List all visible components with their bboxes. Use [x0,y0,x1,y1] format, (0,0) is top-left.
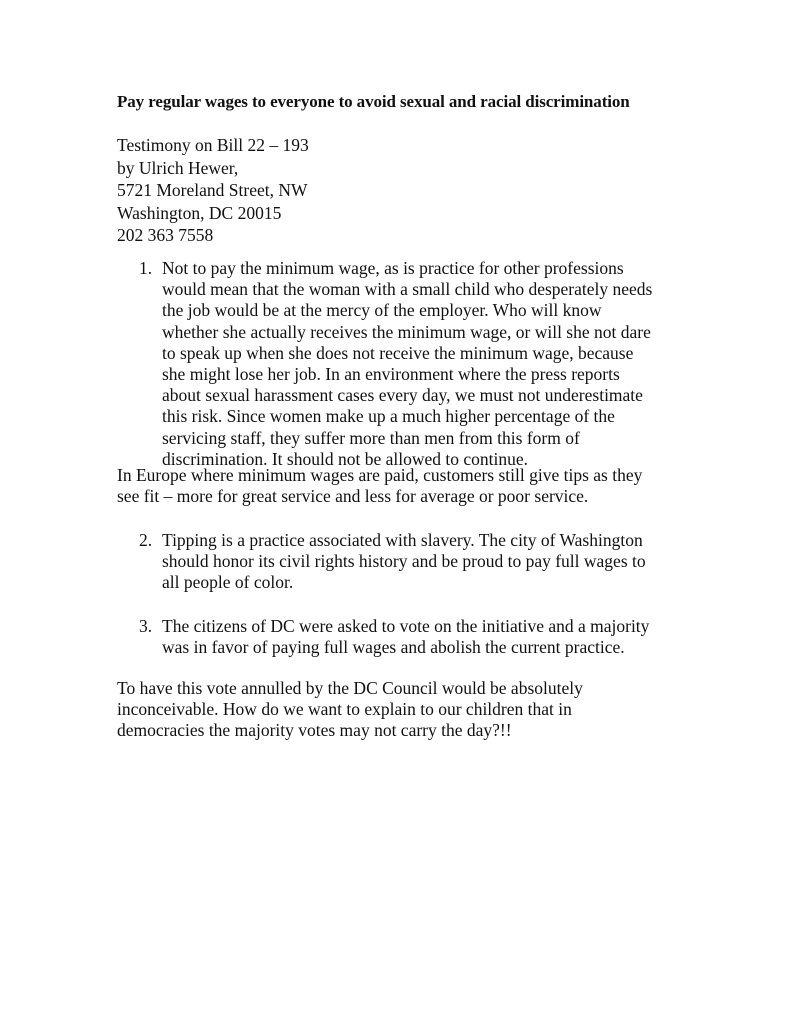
item-text-line: whether she actually receives the minimum wage, or will she not dare [162,321,651,342]
item-text-line: discrimination. It should not be allowed to continue. [162,448,528,469]
author-city-line: Washington, DC 20015 [117,202,282,223]
item-text-line: Tipping is a practice associated with slavery. The city of Washington [162,530,643,550]
item-text-line: all people of color. [162,572,294,593]
item-text-line: about sexual harassment cases every day, we must not underestimate [162,385,643,406]
item-number: 2. [139,530,153,550]
paragraph-line: democracies the majority votes may not carry the day?!! [117,720,512,741]
paragraph-line: see fit – more for great service and less for average or poor service. [117,486,589,507]
item-text-line: would mean that the woman with a small child who desperately needs [162,279,653,300]
author-name-line: by Ulrich Hewer, [117,157,239,178]
item-text-line: The citizens of DC were asked to vote on the initiative and a majority [162,616,650,636]
paragraph-line: To have this vote annulled by the DC Council would be absolutely [117,678,583,698]
item-number: 1. [139,258,153,278]
document-title: Pay regular wages to everyone to avoid sexual and racial discrimination [117,92,630,111]
item-text-line: to speak up when she does not receive the minimum wage, because [162,342,634,363]
item-text-line: Not to pay the minimum wage, as is practice for other professions [162,258,624,278]
item-text [162,530,646,594]
item-text-line: this risk. Since women make up a much higher percentage of the [162,406,615,427]
paragraph-line: In Europe where minimum wages are paid, customers still give tips as they [117,465,643,485]
item-text [162,258,652,470]
testimony-bill-line: Testimony on Bill 22 – 193 [117,135,309,155]
closing-paragraph [117,678,583,742]
author-phone-line: 202 363 7558 [117,225,214,245]
item-text-line: servicing staff, they suffer more than men from this form of [162,427,580,448]
europe-paragraph [117,465,642,507]
item-text-line: should honor its civil rights history and be proud to pay full wages to [162,551,646,572]
item-text-line: was in favor of paying full wages and abolish the current practice. [162,637,625,658]
item-text-line: the job would be at the mercy of the employer. Who will know [162,300,602,321]
author-street-line: 5721 Moreland Street, NW [117,180,308,200]
paragraph-line: inconceivable. How do we want to explain to our children that in [117,699,572,720]
item-text [162,616,649,658]
item-number: 3. [139,616,153,636]
testimony-header [117,134,309,247]
item-text-line: she might lose her job. In an environment where the press reports [162,364,620,385]
